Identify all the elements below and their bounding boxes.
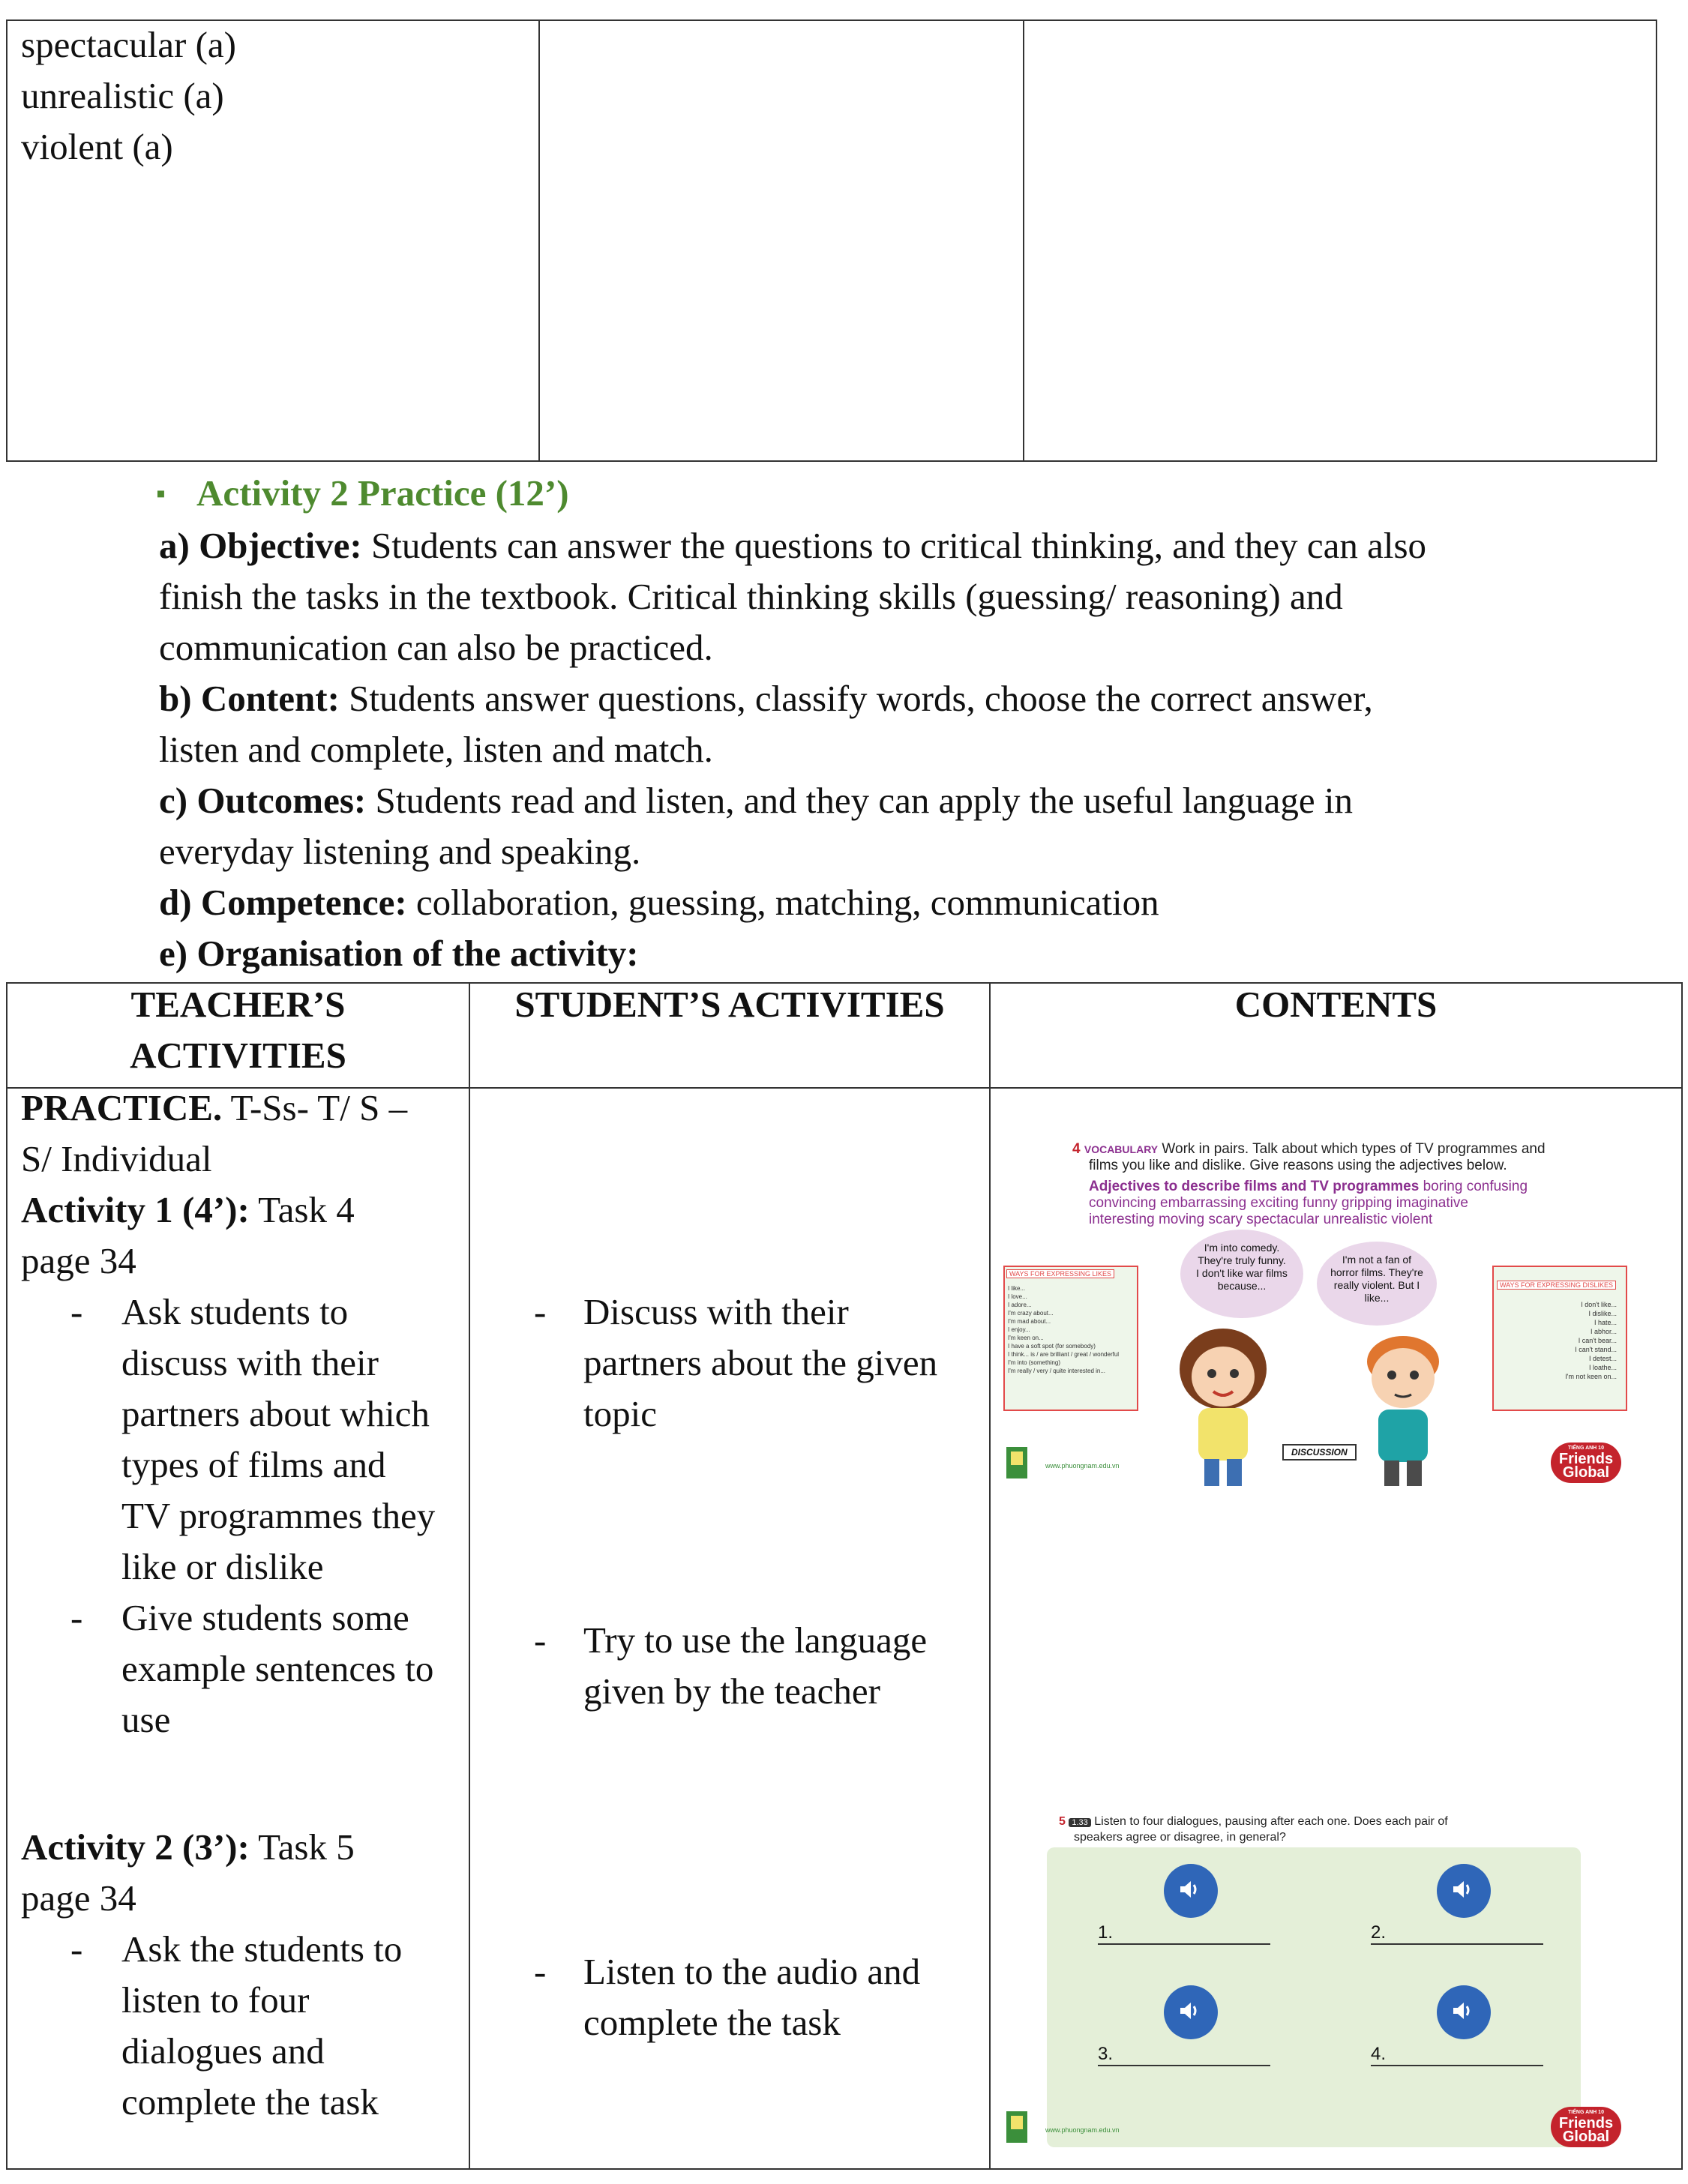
objective-label: a) Objective: — [159, 525, 362, 566]
speaker-icon — [1177, 1877, 1201, 1901]
teacher-bullet-1-line-3: partners about which — [121, 1393, 430, 1434]
likes-item: I enjoy... — [1008, 1326, 1030, 1333]
friends-global-logo — [1551, 2107, 1621, 2147]
activity-1-line — [21, 1185, 355, 1236]
activity-1-text: Task 4 — [258, 1189, 355, 1230]
outcomes-text-1: Students read and listen, and they can apply the useful language in — [375, 780, 1354, 821]
likes-item: I'm really / very / quite interested in... — [1008, 1368, 1106, 1374]
teacher-bullet-2-line-1: Give students some — [121, 1597, 409, 1638]
dislikes-item: I dislike... — [1588, 1310, 1617, 1317]
activity-1-page: page 34 — [21, 1240, 136, 1281]
dislikes-item: I hate... — [1594, 1319, 1617, 1326]
logo-text-1: Friends — [1558, 1451, 1614, 1467]
competence-line — [159, 877, 1159, 928]
publisher-logo-icon — [1003, 2108, 1030, 2146]
student-dash-1: - — [534, 1291, 547, 1332]
dislikes-title: WAYS FOR EXPRESSING DISLIKES — [1497, 1281, 1616, 1290]
header-contents: CONTENTS — [1234, 984, 1438, 1025]
likes-item: I'm crazy about... — [1008, 1310, 1054, 1317]
listening-panel — [1047, 1847, 1581, 2147]
activity-2-text: Task 5 — [258, 1826, 355, 1868]
teacher-bullet-1-line-2: discuss with their — [121, 1342, 379, 1383]
activity-title: Activity 2 Practice (12’) — [196, 472, 569, 514]
teacher-dash-1: - — [70, 1291, 83, 1332]
bubble-right-line: really violent. But I — [1333, 1279, 1420, 1291]
logo-top-text: TIẾNG ANH 10 — [1568, 2110, 1604, 2115]
slide2-website: www.phuongnam.edu.vn — [1045, 2126, 1120, 2134]
slide1-tag: VOCABULARY — [1084, 1143, 1159, 1155]
likes-item: I like... — [1008, 1285, 1026, 1292]
organisation-label: e) Organisation of the activity: — [159, 933, 639, 974]
teacher-dash-2: - — [70, 1597, 83, 1638]
answer-line-3[interactable]: 3. — [1098, 2044, 1270, 2066]
header-teacher-1: TEACHER’S — [130, 984, 346, 1025]
top-table-col3 — [1023, 19, 1657, 462]
header-teacher-2: ACTIVITIES — [130, 1035, 346, 1076]
adjective-title: Adjectives to describe films and TV programmes — [1089, 1179, 1420, 1194]
content-text-1: Students answer questions, classify words, choose the correct answer, — [349, 678, 1373, 719]
outcomes-line-2: everyday listening and speaking. — [159, 831, 641, 872]
outcomes-line-1 — [159, 775, 1353, 826]
objective-line-1 — [159, 520, 1426, 571]
top-word-3: violent (a) — [21, 126, 173, 167]
slide2-instruction-1: Listen to four dialogues, pausing after each one. Does each pair of — [1094, 1815, 1448, 1828]
speaker-icon — [1177, 1999, 1201, 2023]
slide1-instruction-1: Work in pairs. Talk about which types of TV programmes and — [1162, 1141, 1546, 1157]
student-bullet-1-line-1: Discuss with their — [583, 1291, 849, 1332]
likes-list — [1008, 1284, 1135, 1375]
adjective-line-3: interesting moving scary spectacular unrealistic violent — [1089, 1212, 1433, 1227]
content-label: b) Content: — [159, 678, 340, 719]
listening-slide — [997, 1801, 1627, 2155]
boy-illustration — [1339, 1324, 1467, 1489]
competence-text: collaboration, guessing, matching, communication — [415, 882, 1159, 923]
teacher-bullet-3-line-3: dialogues and — [121, 2030, 325, 2072]
likes-item: I'm into (something) — [1008, 1359, 1060, 1366]
header-student: STUDENT’S ACTIVITIES — [514, 984, 945, 1025]
student-bullet-3-line-2: complete the task — [583, 2002, 841, 2043]
practice-line — [21, 1083, 407, 1134]
activity-2-label: Activity 2 (3’): — [21, 1826, 250, 1868]
likes-item: I think... is / are brilliant / great / wonderful — [1008, 1351, 1120, 1358]
content-line-1 — [159, 673, 1373, 724]
bubble-left-line: I don't like war films — [1196, 1267, 1288, 1279]
teacher-bullet-2-line-3: use — [121, 1699, 171, 1740]
slide2-task-no: 5 — [1059, 1815, 1066, 1828]
top-word-1: spectacular (a) — [21, 24, 236, 65]
teacher-bullet-3-line-2: listen to four — [121, 1979, 310, 2021]
bubble-left-line: I'm into comedy. — [1204, 1242, 1280, 1254]
top-table-col2 — [538, 19, 1024, 462]
likes-item: I adore... — [1008, 1302, 1032, 1308]
dislikes-item: I abhor... — [1590, 1328, 1617, 1335]
dislikes-item: I'm not keen on... — [1565, 1373, 1617, 1380]
teacher-bullet-3-line-4: complete the task — [121, 2081, 379, 2123]
teacher-dash-3: - — [70, 1928, 83, 1970]
student-bullet-1-line-2: partners about the given — [583, 1342, 938, 1383]
logo-top-text: TIẾNG ANH 10 — [1568, 1446, 1604, 1451]
content-line-2: listen and complete, listen and match. — [159, 729, 713, 770]
student-bullet-1-line-3: topic — [583, 1393, 657, 1434]
slide1-website: www.phuongnam.edu.vn — [1045, 1462, 1120, 1469]
vocabulary-slide — [997, 1123, 1627, 1492]
teacher-bullet-1-line-6: like or dislike — [121, 1546, 324, 1587]
answer-line-4[interactable]: 4. — [1371, 2044, 1543, 2066]
teacher-bullet-2-line-2: example sentences to — [121, 1648, 434, 1689]
slide1-instruction-2: films you like and dislike. Give reasons using the adjectives below. — [1089, 1158, 1507, 1173]
competence-label: d) Competence: — [159, 882, 407, 923]
speech-bubble-left — [1180, 1230, 1303, 1318]
teacher-bullet-1-line-1: Ask students to — [121, 1291, 349, 1332]
likes-item: I have a soft spot (for somebody) — [1008, 1343, 1096, 1350]
likes-item: I'm keen on... — [1008, 1335, 1044, 1341]
dislikes-list — [1497, 1300, 1617, 1381]
logo-text-2: Global — [1562, 2129, 1610, 2145]
adjective-box — [1089, 1179, 1584, 1228]
objective-line-3: communication can also be practiced. — [159, 627, 713, 668]
bubble-left-line: because... — [1217, 1280, 1267, 1292]
practice-label: PRACTICE. — [21, 1087, 223, 1128]
student-bullet-2-line-2: given by the teacher — [583, 1670, 880, 1712]
dislikes-item: I don't like... — [1581, 1301, 1617, 1308]
dislikes-item: I can't stand... — [1575, 1346, 1617, 1353]
slide1-task-no: 4 — [1072, 1141, 1081, 1157]
student-dash-2: - — [534, 1619, 547, 1661]
slide1-instruction — [1072, 1141, 1597, 1174]
objective-text-1: Students can answer the questions to critical thinking, and they can also — [371, 525, 1427, 566]
bubble-right-line: like... — [1364, 1292, 1390, 1304]
dislikes-item: I can't bear... — [1578, 1337, 1617, 1344]
bubble-right-line: I'm not a fan of — [1342, 1254, 1412, 1266]
speech-bubble-right — [1317, 1242, 1437, 1326]
outcomes-label: c) Outcomes: — [159, 780, 367, 821]
likes-title: WAYS FOR EXPRESSING LIKES — [1006, 1269, 1114, 1278]
top-word-2: unrealistic (a) — [21, 75, 224, 116]
friends-global-logo — [1551, 1443, 1621, 1483]
adjective-line-2: convincing embarrassing exciting funny gripping imaginative — [1089, 1195, 1468, 1211]
activity-bullet: ▪ — [156, 478, 166, 508]
teacher-bullet-3-line-1: Ask the students to — [121, 1928, 403, 1970]
slide2-track: 1.33 — [1069, 1818, 1090, 1827]
speaker-icon — [1450, 1999, 1474, 2023]
likes-item: I love... — [1008, 1293, 1027, 1300]
practice-text: T-Ss- T/ S – — [230, 1087, 408, 1128]
answer-line-1[interactable]: 1. — [1098, 1922, 1270, 1945]
discussion-banner: DISCUSSION — [1282, 1444, 1357, 1460]
girl-illustration — [1159, 1324, 1287, 1489]
activity-2-page: page 34 — [21, 1877, 136, 1919]
slide2-instruction — [1059, 1814, 1599, 1844]
dislikes-item: I detest... — [1588, 1355, 1617, 1362]
practice-text-2: S/ Individual — [21, 1138, 212, 1179]
student-bullet-2-line-1: Try to use the language — [583, 1619, 928, 1661]
bubble-left-line: They're truly funny. — [1198, 1254, 1286, 1266]
objective-line-2: finish the tasks in the textbook. Critical thinking skills (guessing/ reasoning) and — [159, 576, 1343, 617]
answer-line-2[interactable]: 2. — [1371, 1922, 1543, 1945]
dislikes-item: I loathe... — [1588, 1364, 1617, 1371]
speaker-icon — [1450, 1877, 1474, 1901]
logo-text-1: Friends — [1558, 2115, 1614, 2132]
teacher-bullet-1-line-5: TV programmes they — [121, 1495, 436, 1536]
likes-item: I'm mad about... — [1008, 1318, 1051, 1325]
activity-2-line — [21, 1822, 355, 1873]
teacher-bullet-1-line-4: types of films and — [121, 1444, 386, 1485]
student-dash-3: - — [534, 1951, 547, 1992]
activity-1-label: Activity 1 (4’): — [21, 1189, 250, 1230]
bubble-right-line: horror films. They're — [1330, 1266, 1423, 1278]
publisher-logo-icon — [1003, 1444, 1030, 1481]
logo-text-2: Global — [1562, 1464, 1610, 1481]
slide2-instruction-2: speakers agree or disagree, in general? — [1074, 1831, 1286, 1844]
student-bullet-3-line-1: Listen to the audio and — [583, 1951, 921, 1992]
adjective-line-1: boring confusing — [1423, 1179, 1528, 1194]
